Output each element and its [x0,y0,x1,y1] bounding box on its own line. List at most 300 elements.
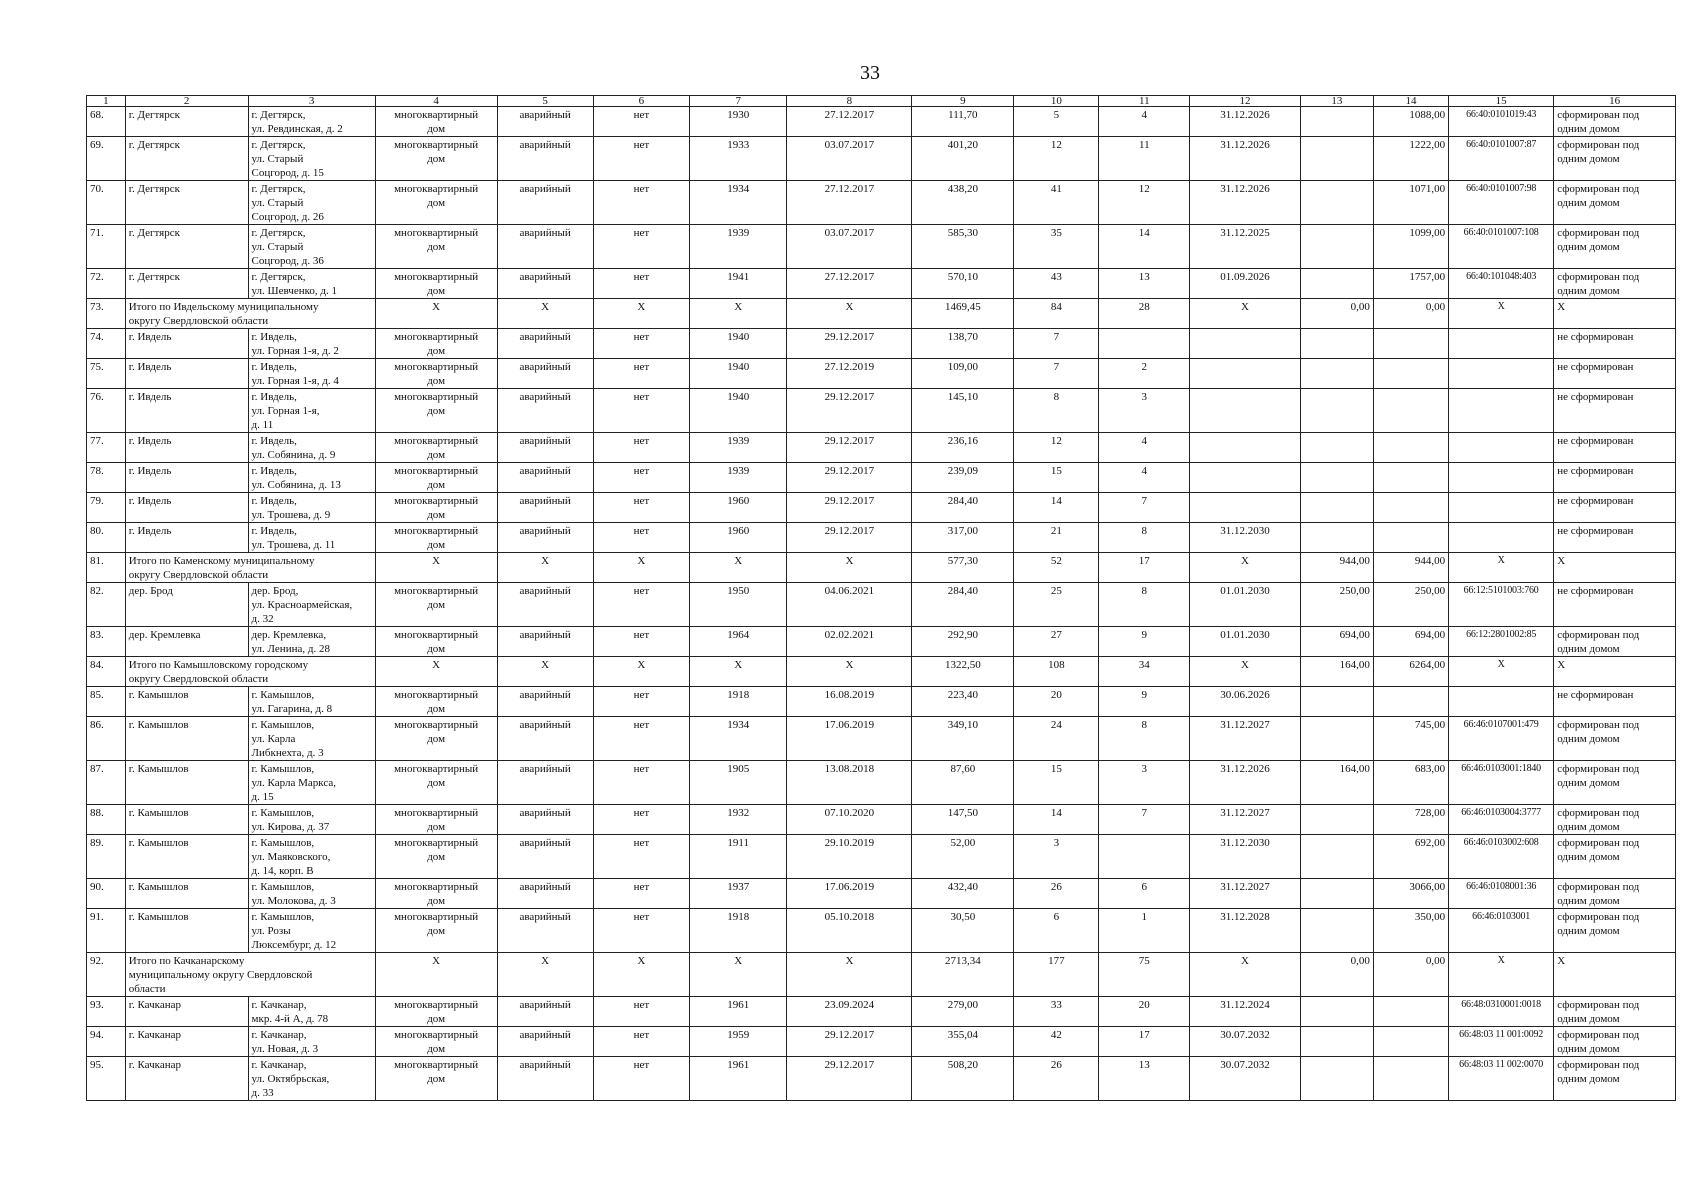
table-cell: сформирован под одним домом [1554,137,1676,181]
table-cell: аварийный [497,493,593,523]
row-number-cell: 88. [87,805,126,835]
table-cell: 17.06.2019 [787,879,912,909]
table-cell: сформирован под одним домом [1554,835,1676,879]
table-cell: 8 [1099,523,1190,553]
table-cell: 1937 [690,879,787,909]
table-row [87,1057,1676,1101]
table-cell [1449,359,1554,389]
table-cell: многоквартирный дом [375,761,497,805]
table-cell: 84 [1014,299,1099,329]
table-cell: 9 [1099,627,1190,657]
table-cell: многоквартирный дом [375,523,497,553]
table-cell: многоквартирный дом [375,107,497,137]
table-cell: Х [375,299,497,329]
table-cell: аварийный [497,583,593,627]
table-cell: 31.12.2030 [1190,523,1301,553]
table-cell: нет [593,687,689,717]
table-cell: нет [593,269,689,299]
row-number-cell: 72. [87,269,126,299]
table-cell: аварийный [497,687,593,717]
table-cell: Х [375,657,497,687]
table-cell [1300,1027,1373,1057]
table-cell: дер. Кремлевка [125,627,248,657]
table-cell: многоквартирный дом [375,433,497,463]
table-row [87,463,1676,493]
table-cell: 25 [1014,583,1099,627]
table-cell: 145,10 [912,389,1014,433]
row-number-cell: 86. [87,717,126,761]
table-cell: 14 [1014,805,1099,835]
table-cell: 177 [1014,953,1099,997]
table-cell: Х [1449,657,1554,687]
table-cell: г. Камышлов, ул. Карла Маркса, д. 15 [248,761,375,805]
table-cell: 1960 [690,493,787,523]
table-cell: г. Ивдель [125,329,248,359]
table-row [87,687,1676,717]
table-cell: нет [593,1027,689,1057]
table-cell: г. Дегтярск, ул. Старый Соцгород, д. 36 [248,225,375,269]
table-cell: 6 [1014,909,1099,953]
row-number-cell: 71. [87,225,126,269]
table-cell: 1961 [690,997,787,1027]
table-cell [1300,389,1373,433]
table-cell: аварийный [497,717,593,761]
table-cell: 66:12:5101003:760 [1449,583,1554,627]
table-cell: 87,60 [912,761,1014,805]
table-cell: 31.12.2027 [1190,805,1301,835]
table-cell: 138,70 [912,329,1014,359]
table-cell: аварийный [497,269,593,299]
column-number: 16 [1554,96,1676,107]
table-cell: 52,00 [912,835,1014,879]
table-cell: 6 [1099,879,1190,909]
table-cell: аварийный [497,359,593,389]
table-cell: не сформирован [1554,493,1676,523]
table-cell: 27 [1014,627,1099,657]
table-cell: 438,20 [912,181,1014,225]
table-cell: 30,50 [912,909,1014,953]
table-cell: аварийный [497,1057,593,1101]
table-cell: г. Камышлов [125,687,248,717]
table-cell: 02.02.2021 [787,627,912,657]
table-cell: 4 [1099,463,1190,493]
table-cell: нет [593,493,689,523]
table-cell: многоквартирный дом [375,359,497,389]
table-cell: 1099,00 [1373,225,1448,269]
row-number-cell: 82. [87,583,126,627]
table-cell [1300,1057,1373,1101]
table-cell: Х [497,657,593,687]
table-cell: многоквартирный дом [375,717,497,761]
table-cell: аварийный [497,627,593,657]
table-cell: 1932 [690,805,787,835]
table-cell: 250,00 [1300,583,1373,627]
table-cell: нет [593,433,689,463]
table-cell: 1964 [690,627,787,657]
table-row [87,761,1676,805]
table-cell: 31.12.2026 [1190,107,1301,137]
table-cell: г. Камышлов, ул. Маяковского, д. 14, корп. В [248,835,375,879]
table-cell [1190,389,1301,433]
table-cell: г. Качканар, ул. Октябрьская, д. 33 [248,1057,375,1101]
table-cell: аварийный [497,879,593,909]
table-cell: 3 [1099,761,1190,805]
table-cell: 13 [1099,269,1190,299]
row-number-cell: 93. [87,997,126,1027]
table-cell: Х [497,953,593,997]
table-cell: нет [593,389,689,433]
table-cell: 3066,00 [1373,879,1448,909]
table-cell: г. Дегтярск [125,137,248,181]
table-cell: г. Дегтярск, ул. Шевченко, д. 1 [248,269,375,299]
table-cell: 31.12.2030 [1190,835,1301,879]
table-cell: 42 [1014,1027,1099,1057]
table-cell: 1961 [690,1057,787,1101]
table-cell [1373,997,1448,1027]
table-cell: 13.08.2018 [787,761,912,805]
table-cell: сформирован под одним домом [1554,909,1676,953]
table-cell: сформирован под одним домом [1554,997,1676,1027]
table-cell: г. Качканар [125,1057,248,1101]
table-cell: дер. Кремлевка, ул. Ленина, д. 28 [248,627,375,657]
table-cell: 14 [1099,225,1190,269]
table-cell: Х [375,953,497,997]
table-cell: 26 [1014,879,1099,909]
table-cell: нет [593,225,689,269]
column-number: 3 [248,96,375,107]
table-cell: 694,00 [1300,627,1373,657]
table-cell: многоквартирный дом [375,1057,497,1101]
table-cell: Х [787,553,912,583]
table-cell: 31.12.2027 [1190,879,1301,909]
table-cell: 30.07.2032 [1190,1027,1301,1057]
table-cell: 8 [1099,717,1190,761]
table-cell: 1940 [690,329,787,359]
table-cell: 14 [1014,493,1099,523]
row-number-cell: 79. [87,493,126,523]
table-cell [1300,717,1373,761]
table-cell [1449,687,1554,717]
table-cell: аварийный [497,761,593,805]
column-number: 10 [1014,96,1099,107]
table-row [87,299,1676,329]
table-cell: Х [1554,657,1676,687]
table-row [87,107,1676,137]
table-cell: 29.12.2017 [787,1057,912,1101]
table-cell [1300,493,1373,523]
table-cell: 1930 [690,107,787,137]
table-cell: 31.12.2024 [1190,997,1301,1027]
table-cell: г. Камышлов, ул. Розы Люксембург, д. 12 [248,909,375,953]
column-number: 14 [1373,96,1448,107]
table-cell: Х [1449,553,1554,583]
table-cell: 29.12.2017 [787,433,912,463]
table-cell: г. Ивдель [125,463,248,493]
table-cell: сформирован под одним домом [1554,225,1676,269]
table-cell: 0,00 [1300,299,1373,329]
table-cell [1190,463,1301,493]
table-cell: 432,40 [912,879,1014,909]
table-cell: 1918 [690,687,787,717]
table-cell: аварийный [497,997,593,1027]
table-cell: 236,16 [912,433,1014,463]
table-cell: не сформирован [1554,463,1676,493]
table-cell: 12 [1099,181,1190,225]
table-cell [1300,433,1373,463]
column-number: 4 [375,96,497,107]
table-cell: аварийный [497,225,593,269]
table-cell: 164,00 [1300,657,1373,687]
table-row [87,1027,1676,1057]
table-cell: многоквартирный дом [375,493,497,523]
row-number-cell: 76. [87,389,126,433]
table-cell: г. Ивдель, ул. Собянина, д. 13 [248,463,375,493]
column-number: 11 [1099,96,1190,107]
table-cell: 111,70 [912,107,1014,137]
table-cell: 1939 [690,225,787,269]
table-cell: 24 [1014,717,1099,761]
table-cell: 27.12.2017 [787,181,912,225]
table-cell: Итого по Каменскому муниципальному округу Свердловской области [125,553,375,583]
column-number: 8 [787,96,912,107]
table-row [87,717,1676,761]
table-cell: 7 [1014,329,1099,359]
row-number-cell: 95. [87,1057,126,1101]
table-cell: 250,00 [1373,583,1448,627]
table-cell: 0,00 [1300,953,1373,997]
table-cell: нет [593,137,689,181]
table-cell: 66:40:0101019:43 [1449,107,1554,137]
table-cell: 1757,00 [1373,269,1448,299]
row-number-cell: 80. [87,523,126,553]
table-cell: 11 [1099,137,1190,181]
table-cell: сформирован под одним домом [1554,107,1676,137]
table-cell [1373,687,1448,717]
table-cell: 26 [1014,1057,1099,1101]
table-cell: г. Камышлов, ул. Карла Либкнехта, д. 3 [248,717,375,761]
table-cell: нет [593,1057,689,1101]
table-cell: многоквартирный дом [375,225,497,269]
table-cell: 401,20 [912,137,1014,181]
table-cell: г. Ивдель, ул. Трошева, д. 9 [248,493,375,523]
table-cell: 66:46:0103002:608 [1449,835,1554,879]
table-cell: г. Ивдель [125,523,248,553]
table-cell: г. Качканар, мкр. 4-й А, д. 78 [248,997,375,1027]
table-cell: не сформирован [1554,359,1676,389]
table-cell: г. Дегтярск [125,225,248,269]
table-row [87,359,1676,389]
table-cell: 66:46:0103001 [1449,909,1554,953]
table-cell [1300,137,1373,181]
table-cell: 745,00 [1373,717,1448,761]
table-cell: нет [593,523,689,553]
table-cell: многоквартирный дом [375,1027,497,1057]
table-cell [1449,493,1554,523]
table-cell [1190,329,1301,359]
table-cell: Х [1449,299,1554,329]
table-cell: г. Камышлов [125,879,248,909]
table-cell: многоквартирный дом [375,329,497,359]
table-cell: г. Камышлов [125,761,248,805]
table-cell: г. Качканар [125,1027,248,1057]
table-cell: 8 [1099,583,1190,627]
table-cell: г. Камышлов [125,717,248,761]
table-cell: 1940 [690,359,787,389]
table-row [87,627,1676,657]
table-cell: 04.06.2021 [787,583,912,627]
table-cell: не сформирован [1554,389,1676,433]
table-cell: 3 [1099,389,1190,433]
table-cell [1300,359,1373,389]
table-cell: 17.06.2019 [787,717,912,761]
table-cell: не сформирован [1554,583,1676,627]
table-cell: 585,30 [912,225,1014,269]
table-cell: 34 [1099,657,1190,687]
table-cell: 279,00 [912,997,1014,1027]
table-row [87,493,1676,523]
table-cell: 1934 [690,717,787,761]
table-row [87,879,1676,909]
table-cell: нет [593,627,689,657]
table-cell: 109,00 [912,359,1014,389]
table-cell [1373,493,1448,523]
table-cell: г. Ивдель, ул. Горная 1-я, д. 11 [248,389,375,433]
table-cell: Х [787,657,912,687]
table-cell: Х [497,299,593,329]
row-number-cell: 75. [87,359,126,389]
table-cell: многоквартирный дом [375,389,497,433]
table-cell [1300,997,1373,1027]
table-cell [1373,433,1448,463]
table-cell: 27.12.2019 [787,359,912,389]
table-cell: 147,50 [912,805,1014,835]
table-cell: 66:40:101048:403 [1449,269,1554,299]
table-cell: сформирован под одним домом [1554,805,1676,835]
table-cell: аварийный [497,835,593,879]
row-number-cell: 92. [87,953,126,997]
table-cell: Х [497,553,593,583]
table-cell: г. Камышлов [125,909,248,953]
table-cell: 01.01.2030 [1190,627,1301,657]
table-cell: 31.12.2026 [1190,181,1301,225]
table-cell: г. Дегтярск [125,269,248,299]
table-cell: г. Качканар [125,997,248,1027]
table-cell: г. Камышлов [125,805,248,835]
table-cell: сформирован под одним домом [1554,181,1676,225]
table-cell: 0,00 [1373,953,1448,997]
table-cell: 31.12.2025 [1190,225,1301,269]
table-cell: 3 [1014,835,1099,879]
table-cell: г. Дегтярск [125,181,248,225]
table-cell: 17 [1099,1027,1190,1057]
table-cell: Х [375,553,497,583]
table-row [87,583,1676,627]
table-cell: 30.07.2032 [1190,1057,1301,1101]
table-cell: 728,00 [1373,805,1448,835]
table-cell: 1939 [690,463,787,493]
table-cell: 66:48:0310001:0018 [1449,997,1554,1027]
row-number-cell: 74. [87,329,126,359]
row-number-cell: 70. [87,181,126,225]
table-cell: 29.10.2019 [787,835,912,879]
table-cell [1373,463,1448,493]
table-cell: Х [1554,299,1676,329]
table-cell: 1071,00 [1373,181,1448,225]
table-cell: аварийный [497,181,593,225]
table-cell: 66:46:0103001:1840 [1449,761,1554,805]
table-cell: аварийный [497,433,593,463]
table-cell [1300,879,1373,909]
table-cell: 9 [1099,687,1190,717]
table-cell: 7 [1014,359,1099,389]
table-cell: многоквартирный дом [375,137,497,181]
table-cell: Х [1190,953,1301,997]
table-cell: 108 [1014,657,1099,687]
table-cell: 66:40:0101007:98 [1449,181,1554,225]
table-cell: не сформирован [1554,687,1676,717]
table-cell: сформирован под одним домом [1554,269,1676,299]
column-number: 2 [125,96,248,107]
table-cell: 1088,00 [1373,107,1448,137]
table-cell: 07.10.2020 [787,805,912,835]
table-cell: 20 [1014,687,1099,717]
table-cell: 944,00 [1300,553,1373,583]
table-cell [1190,493,1301,523]
table-cell: г. Дегтярск [125,107,248,137]
table-cell: 1933 [690,137,787,181]
table-cell: 15 [1014,463,1099,493]
table-row [87,225,1676,269]
table-cell: Х [1554,953,1676,997]
table-cell: 944,00 [1373,553,1448,583]
column-number: 1 [87,96,126,107]
table-cell: 66:46:0107001:479 [1449,717,1554,761]
row-number-cell: 94. [87,1027,126,1057]
table-cell: аварийный [497,389,593,433]
row-number-cell: 77. [87,433,126,463]
table-cell: 292,90 [912,627,1014,657]
table-cell: 31.12.2028 [1190,909,1301,953]
row-number-cell: 78. [87,463,126,493]
table-cell: 223,40 [912,687,1014,717]
table-cell: Х [593,553,689,583]
table-cell: сформирован под одним домом [1554,761,1676,805]
column-number: 6 [593,96,689,107]
table-cell: Х [593,953,689,997]
row-number-cell: 69. [87,137,126,181]
table-cell [1373,1057,1448,1101]
table-row [87,997,1676,1027]
table-cell: нет [593,181,689,225]
table-cell: Х [787,953,912,997]
table-cell: 31.12.2026 [1190,761,1301,805]
table-cell: 75 [1099,953,1190,997]
table-cell: Х [690,657,787,687]
table-cell: 1905 [690,761,787,805]
table-cell: г. Дегтярск, ул. Старый Соцгород, д. 26 [248,181,375,225]
page-number: 33 [860,62,880,84]
table-cell: многоквартирный дом [375,687,497,717]
table-cell: 35 [1014,225,1099,269]
table-cell: 2713,34 [912,953,1014,997]
table-cell [1190,433,1301,463]
column-number: 12 [1190,96,1301,107]
column-number: 5 [497,96,593,107]
table-cell: 20 [1099,997,1190,1027]
table-cell: г. Качканар, ул. Новая, д. 3 [248,1027,375,1057]
table-cell: 29.12.2017 [787,1027,912,1057]
table-cell: г. Ивдель, ул. Трошева, д. 11 [248,523,375,553]
